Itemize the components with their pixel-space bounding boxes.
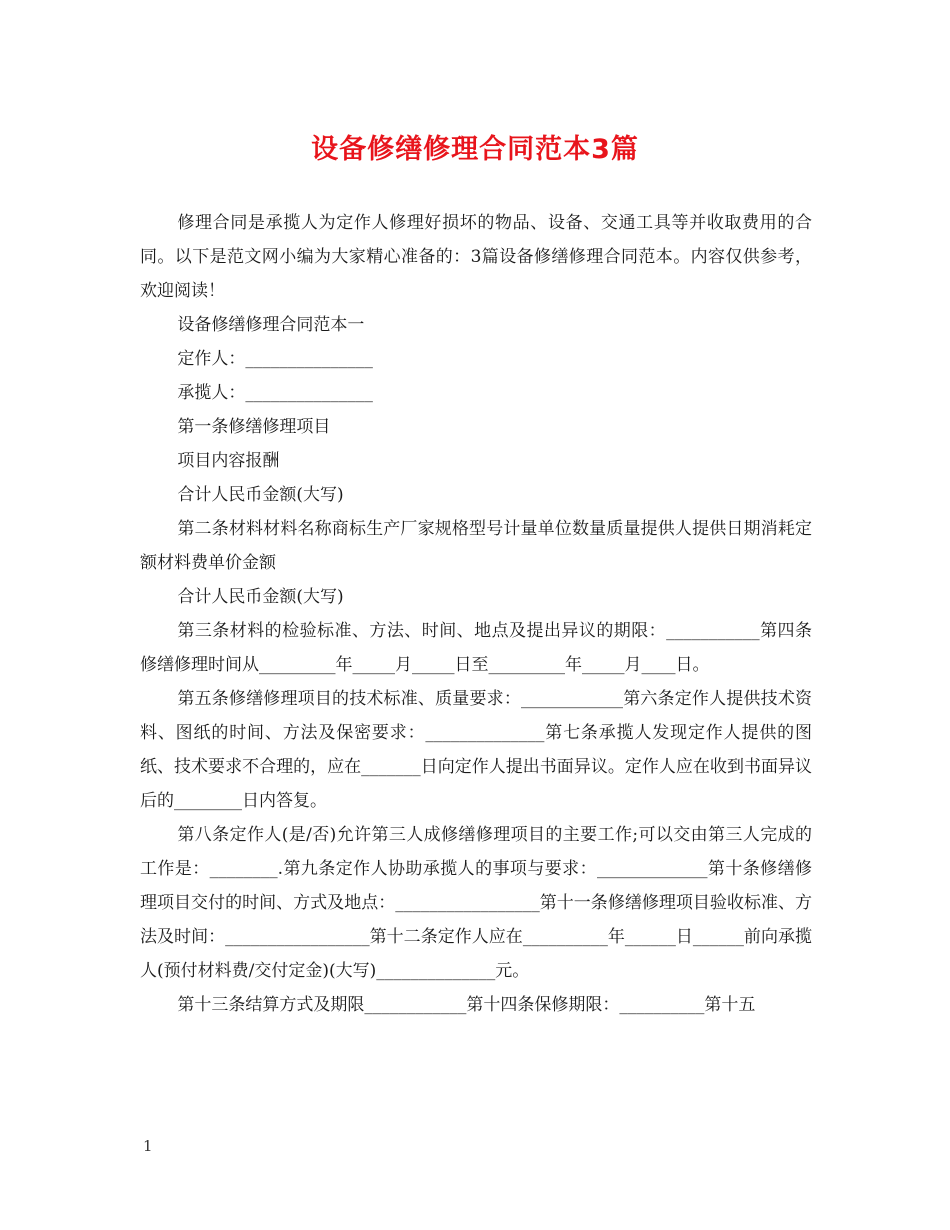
document-body xyxy=(140,206,812,1022)
contract-clause: 第三条材料的检验标准、方法、时间、地点及提出异议的期限：___________第四条修缮修理时间从_________年_____月_____日至_________年_____月____日。 xyxy=(140,621,812,675)
contract-clause: 项目内容报酬 xyxy=(177,451,280,471)
contract-clause: 第八条定作人(是/否)允许第三人成修缮修理项目的主要工作;可以交由第三人完成的工作是：________.第九条定作人协助承揽人的事项与要求：_____________第十条修缮修理项目交付的时间、方式及地点：_________________第十一条修缮修理项目验收标准、方法及时间：_________________第十二条定作人应在__________年______日______前向承揽人(预付材料费/交付定金)(大写)______________元。 xyxy=(140,825,812,981)
contract-clause: 合计人民币金额(大写) xyxy=(177,587,344,607)
intro-paragraph: 修理合同是承揽人为定作人修理好损坏的物品、设备、交通工具等并收取费用的合同。以下是范文网小编为大家精心准备的：3篇设备修缮修理合同范本。内容仅供参考，欢迎阅读！ xyxy=(140,213,812,301)
contract-clause: 第一条修缮修理项目 xyxy=(177,417,331,437)
contract-clause: 合计人民币金额(大写) xyxy=(177,485,344,505)
page-number: 1 xyxy=(143,1137,153,1155)
section-heading: 设备修缮修理合同范本一 xyxy=(177,315,365,335)
contract-clause: 第五条修缮修理项目的技术标准、质量要求：____________第六条定作人提供技术资料、图纸的时间、方法及保密要求：______________第七条承揽人发现定作人提供的图纸、技术要求不合理的，应在_______日向定作人提出书面异议。定作人应在收到书面异议后的________日内答复。 xyxy=(140,689,812,811)
contract-party-line: 定作人：_______________ xyxy=(177,349,373,369)
contract-clause: 第十三条结算方式及期限____________第十四条保修期限：__________第十五 xyxy=(177,995,756,1015)
page-title: 设备修缮修理合同范本3篇 xyxy=(311,134,639,165)
contract-party-line: 承揽人：_______________ xyxy=(177,383,373,403)
contract-clause: 第二条材料材料名称商标生产厂家规格型号计量单位数量质量提供人提供日期消耗定额材料费单价金额 xyxy=(140,519,812,573)
